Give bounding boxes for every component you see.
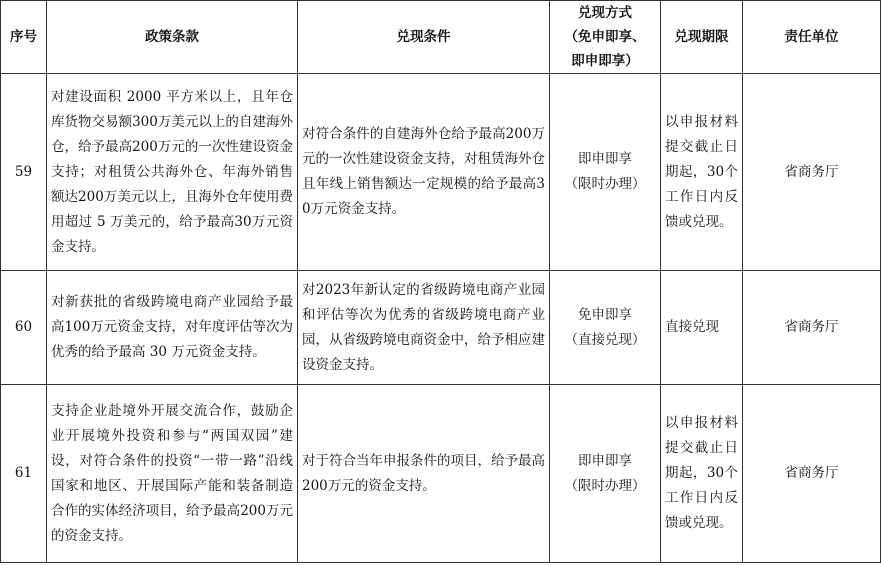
header-no: 序号 bbox=[1, 1, 47, 74]
row-period: 直接兑现 bbox=[661, 271, 743, 385]
row-policy: 对新获批的省级跨境电商产业园给予最高100万元资金支持，对年度评估等次为优秀的给予最高 30 万元资金支持。 bbox=[47, 271, 298, 385]
row-condition: 对符合条件的自建海外仓给予最高200万元的一次性建设资金支持，对租赁海外仓且年线上销售额达一定规模的给予最高30万元资金支持。 bbox=[298, 74, 550, 271]
row-unit: 省商务厅 bbox=[743, 385, 881, 563]
row-period: 以申报材料提交截止日期起，30个工作日内反馈或兑现。 bbox=[661, 385, 743, 563]
row-method-line2: （限时办理） bbox=[564, 176, 646, 192]
header-method-line2: （免申即享、 bbox=[564, 29, 646, 45]
table-row bbox=[1, 271, 881, 385]
row-condition: 对于符合当年申报条件的项目，给予最高200万元的资金支持。 bbox=[298, 385, 550, 563]
row-method-line2: （限时办理） bbox=[564, 477, 646, 494]
row-no: 60 bbox=[1, 271, 47, 385]
row-policy: 支持企业赴境外开展交流合作，鼓励企业开展境外投资和参与“两国双园”建设，对符合条件的投资“一带一路”沿线国家和地区、开展国际产能和装备制造合作的实体经济项目，给予最高200万元的资金支持。 bbox=[47, 385, 298, 563]
row-period: 以申报材料提交截止日期起，30个工作日内反馈或兑现。 bbox=[661, 74, 743, 271]
header-row bbox=[1, 1, 881, 74]
header-method-line3: 即申即享） bbox=[571, 53, 639, 69]
header-period: 兑现期限 bbox=[661, 1, 743, 74]
header-unit: 责任单位 bbox=[743, 1, 881, 74]
row-method bbox=[550, 385, 661, 563]
row-method-line1: 即申即享 bbox=[578, 452, 632, 469]
row-unit: 省商务厅 bbox=[743, 74, 881, 271]
row-no: 61 bbox=[1, 385, 47, 563]
header-policy: 政策条款 bbox=[47, 1, 298, 74]
row-method bbox=[550, 74, 661, 271]
header-condition: 兑现条件 bbox=[298, 1, 550, 74]
row-method-line1: 免申即享 bbox=[578, 306, 632, 323]
table-row bbox=[1, 74, 881, 271]
row-policy: 对建设面积 2000 平方米以上，且年仓库货物交易额300万美元以上的自建海外仓，给予最高200万元的一次性建设资金支持；对租赁公共海外仓、年海外销售额达200万美元以上，且海外仓年使用费用超过 5 万美元的，给予最高30万元资金支持。 bbox=[47, 74, 298, 271]
row-unit: 省商务厅 bbox=[743, 271, 881, 385]
header-method-line1: 兑现方式 bbox=[578, 5, 632, 21]
row-condition: 对2023年新认定的省级跨境电商产业园和评估等次为优秀的省级跨境电商产业园，从省级跨境电商资金中，给予相应建设资金支持。 bbox=[298, 271, 550, 385]
header-method bbox=[550, 1, 661, 74]
row-method bbox=[550, 271, 661, 385]
row-no: 59 bbox=[1, 74, 47, 271]
row-method-line2: （直接兑现） bbox=[564, 331, 646, 348]
row-method-line1: 即申即享 bbox=[578, 151, 632, 167]
table-row bbox=[1, 385, 881, 563]
